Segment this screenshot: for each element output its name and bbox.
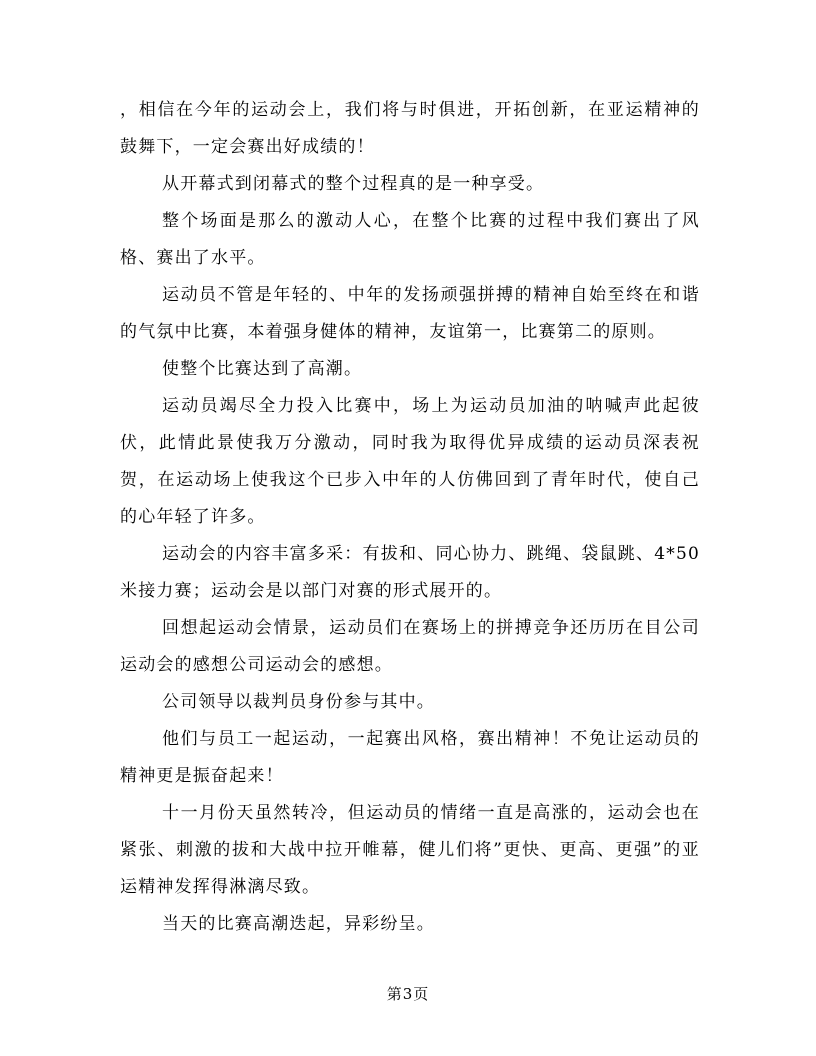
document-body [120, 92, 700, 943]
paragraph-10: 他们与员工一起运动，一起赛出风格，赛出精神！不免让运动员的精神更是振奋起来！ [120, 729, 700, 786]
paragraph-2: 从开幕式到闭幕式的整个过程真的是一种享受。 [162, 174, 545, 194]
paragraph-4: 运动员不管是年轻的、中年的发扬顽强拼搏的精神自始至终在和谐的气氛中比赛，本着强身健体的精神，友谊第一，比赛第二的原则。 [120, 285, 700, 342]
paragraph-7: 运动会的内容丰富多采：有拔和、同心协力、跳绳、袋鼠跳、4*50米接力赛；运动会是以部门对赛的形式展开的。 [120, 544, 700, 601]
paragraph-5: 使整个比赛达到了高潮。 [162, 359, 363, 379]
paragraph-9: 公司领导以裁判员身份参与其中。 [162, 692, 435, 712]
paragraph-12: 当天的比赛高潮迭起，异彩纷呈。 [162, 914, 435, 934]
page-number: 第3页 [386, 985, 430, 1003]
paragraph-3: 整个场面是那么的激动人心，在整个比赛的过程中我们赛出了风格、赛出了水平。 [120, 211, 700, 268]
paragraph-1: ，相信在今年的运动会上，我们将与时俱进，开拓创新，在亚运精神的鼓舞下，一定会赛出好成绩的！ [120, 100, 700, 157]
paragraph-6: 运动员竭尽全力投入比赛中，场上为运动员加油的呐喊声此起彼伏，此情此景使我万分激动，同时我为取得优异成绩的运动员深表祝贺，在运动场上使我这个已步入中年的人仿佛回到了青年时代，使自己的心年轻了许多。 [120, 396, 700, 527]
paragraph-8: 回想起运动会情景，运动员们在赛场上的拼搏竞争还历历在目公司运动会的感想公司运动会的感想。 [120, 618, 700, 675]
paragraph-11: 十一月份天虽然转冷，但运动员的情绪一直是高涨的，运动会也在紧张、刺激的拔和大战中拉开帷幕，健儿们将”更快、更高、更强”的亚运精神发挥得淋漓尽致。 [120, 803, 700, 897]
